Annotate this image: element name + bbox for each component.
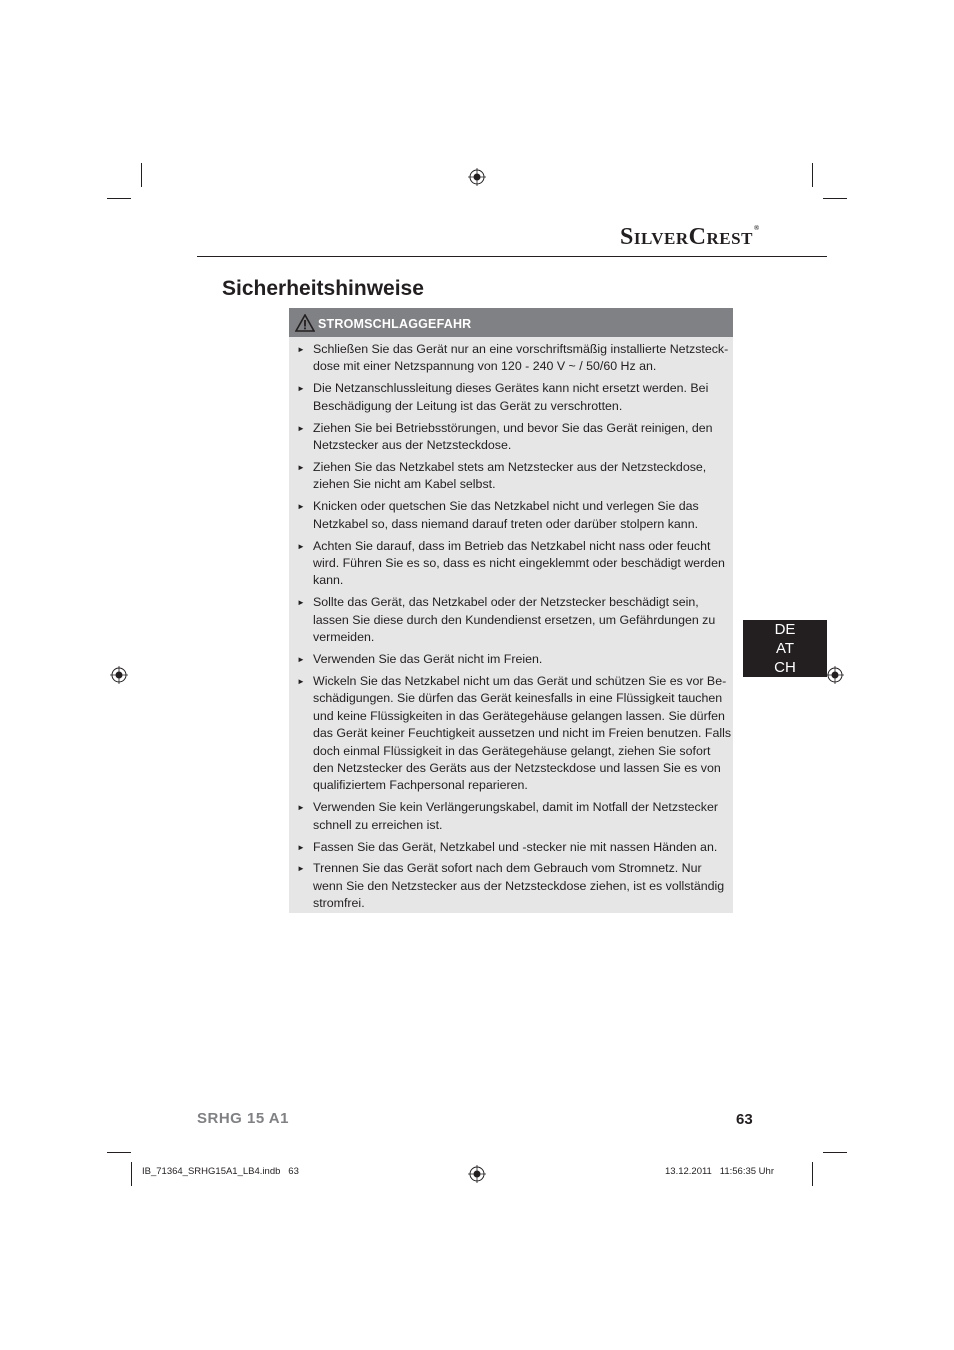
warning-item-line: Sollte das Gerät, das Netzkabel oder der Netzstecker beschädigt sein,: [313, 595, 699, 610]
print-slug-timestamp: 13.12.2011 11:56:35 Uhr: [665, 1166, 774, 1177]
warning-box: [289, 308, 733, 913]
crop-mark: [812, 163, 813, 187]
registered-mark: ®: [753, 224, 760, 232]
warning-item-line: das Gerät keiner Feuchtigkeit aussetzen und nicht im Freien benutzen. Falls: [313, 726, 732, 741]
registration-mark-icon: [826, 666, 844, 684]
warning-item-line: Knicken oder quetschen Sie das Netzkabel nicht und verlegen Sie das: [313, 499, 699, 514]
arrow-bullet-icon: ►: [297, 541, 305, 551]
warning-list-item: [289, 594, 733, 646]
warning-item-line: Netzkabel so, dass niemand darauf treten oder darüber stolpern kann.: [313, 516, 699, 531]
warning-list-item: [289, 673, 733, 795]
warning-list-item: [289, 651, 733, 668]
warning-list-item: [289, 860, 733, 912]
page-title: Sicherheitshinweise: [222, 277, 424, 300]
warning-list-item: [289, 420, 733, 455]
warning-item-line: stromfrei.: [313, 896, 365, 911]
warning-item-line: lassen Sie diese durch den Kundendienst ersetzen, um Gefährdungen zu: [313, 612, 716, 627]
warning-triangle-icon: [295, 314, 315, 332]
warning-item-line: schnell zu erreichen ist.: [313, 817, 443, 832]
crop-mark: [812, 1162, 813, 1186]
warning-list: [289, 337, 733, 913]
arrow-bullet-icon: ►: [297, 598, 305, 608]
registration-mark-icon: [110, 666, 128, 684]
warning-item-line: Achten Sie darauf, dass im Betrieb das Netzkabel nicht nass oder feucht: [313, 538, 711, 553]
warning-item-line: ziehen Sie nicht am Kabel selbst.: [313, 477, 496, 492]
warning-list-item: [289, 538, 733, 590]
warning-list-item: [289, 498, 733, 533]
warning-list-item: [289, 459, 733, 494]
print-slug-file: IB_71364_SRHG15A1_LB4.indb 63: [142, 1166, 299, 1177]
warning-item-line: und keine Flüssigkeiten in das Gerätegehäuse gelangen lassen. Sie dürfen: [313, 708, 725, 723]
arrow-bullet-icon: ►: [297, 655, 305, 664]
crop-mark: [107, 1152, 131, 1153]
arrow-bullet-icon: ►: [297, 864, 305, 874]
page-number: 63: [736, 1111, 753, 1128]
warning-item-line: Schließen Sie das Gerät nur an eine vorschriftsmäßig installierte Netzsteck-: [313, 342, 729, 356]
warning-item-line: Netzstecker aus der Netzsteckdose.: [313, 438, 512, 453]
warning-item-line: vermeiden.: [313, 630, 375, 645]
warning-item-line: Trennen Sie das Gerät sofort nach dem Gebrauch vom Stromnetz. Nur: [313, 861, 702, 876]
warning-item-line: doch einmal Flüssigkeit in das Gerätegehäuse gelangt, ziehen Sie sofort: [313, 743, 711, 758]
warning-item-line: Wickeln Sie das Netzkabel nicht um das Gerät und schützen Sie es vor Be-: [313, 673, 727, 688]
warning-heading: STROMSCHLAGGEFAHR: [318, 317, 472, 331]
crop-mark: [131, 1162, 132, 1186]
language-tab: [743, 620, 827, 677]
arrow-bullet-icon: ►: [297, 803, 305, 813]
arrow-bullet-icon: ►: [297, 423, 305, 433]
arrow-bullet-icon: ►: [297, 842, 305, 852]
language-code: AT: [775, 640, 795, 657]
arrow-bullet-icon: ►: [297, 462, 305, 472]
warning-item-line: wird. Führen Sie es so, dass es nicht eingeklemmt oder beschädigt werden: [313, 555, 725, 570]
warning-box-header: [289, 308, 733, 337]
warning-list-item: [289, 799, 733, 834]
warning-item-line: kann.: [313, 573, 344, 588]
warning-list-item: [289, 380, 733, 415]
warning-item-line: qualifiziertem Fachpersonal reparieren.: [313, 778, 528, 793]
language-code: CH: [774, 659, 796, 676]
warning-item-line: Ziehen Sie bei Betriebsstörungen, und bevor Sie das Gerät reinigen, den: [313, 420, 713, 435]
crop-mark: [823, 1152, 847, 1153]
warning-item-line: dose mit einer Netzspannung von 120 - 240 V ~ / 50/60 Hz an.: [313, 359, 657, 374]
language-code: DE: [774, 621, 796, 638]
warning-item-line: schädigungen. Sie dürfen das Gerät keinesfalls in eine Flüssigkeit tauchen: [313, 691, 723, 706]
warning-item-line: Ziehen Sie das Netzkabel stets am Netzstecker aus der Netzsteckdose,: [313, 459, 707, 474]
warning-item-line: Fassen Sie das Gerät, Netzkabel und -stecker nie mit nassen Händen an.: [313, 839, 718, 854]
warning-item-line: Verwenden Sie das Gerät nicht im Freien.: [313, 652, 543, 666]
crop-mark: [823, 198, 847, 199]
warning-list-item: [289, 839, 733, 856]
registration-mark-icon: [468, 168, 486, 186]
arrow-bullet-icon: ►: [297, 345, 305, 354]
warning-item-line: Die Netzanschlussleitung dieses Gerätes kann nicht ersetzt werden. Bei: [313, 381, 709, 396]
model-number: SRHG 15 A1: [197, 1110, 289, 1127]
crop-mark: [141, 163, 142, 187]
arrow-bullet-icon: ►: [297, 676, 305, 686]
crop-mark: [107, 198, 131, 199]
header-rule: [197, 256, 827, 257]
arrow-bullet-icon: ►: [297, 502, 305, 512]
brand-logo: SILVERCREST®: [620, 224, 760, 250]
warning-item-line: Verwenden Sie kein Verlängerungskabel, damit im Notfall der Netzstecker: [313, 800, 718, 815]
warning-item-line: den Netzstecker des Geräts aus der Netzsteckdose und lassen Sie es von: [313, 760, 721, 775]
warning-list-item: [289, 341, 733, 376]
registration-mark-icon: [468, 1165, 486, 1183]
warning-item-line: Beschädigung der Leitung ist das Gerät zu verschrotten.: [313, 398, 623, 413]
arrow-bullet-icon: ►: [297, 384, 305, 394]
warning-item-line: wenn Sie den Netzstecker aus der Netzsteckdose ziehen, ist es vollständig: [313, 878, 725, 893]
